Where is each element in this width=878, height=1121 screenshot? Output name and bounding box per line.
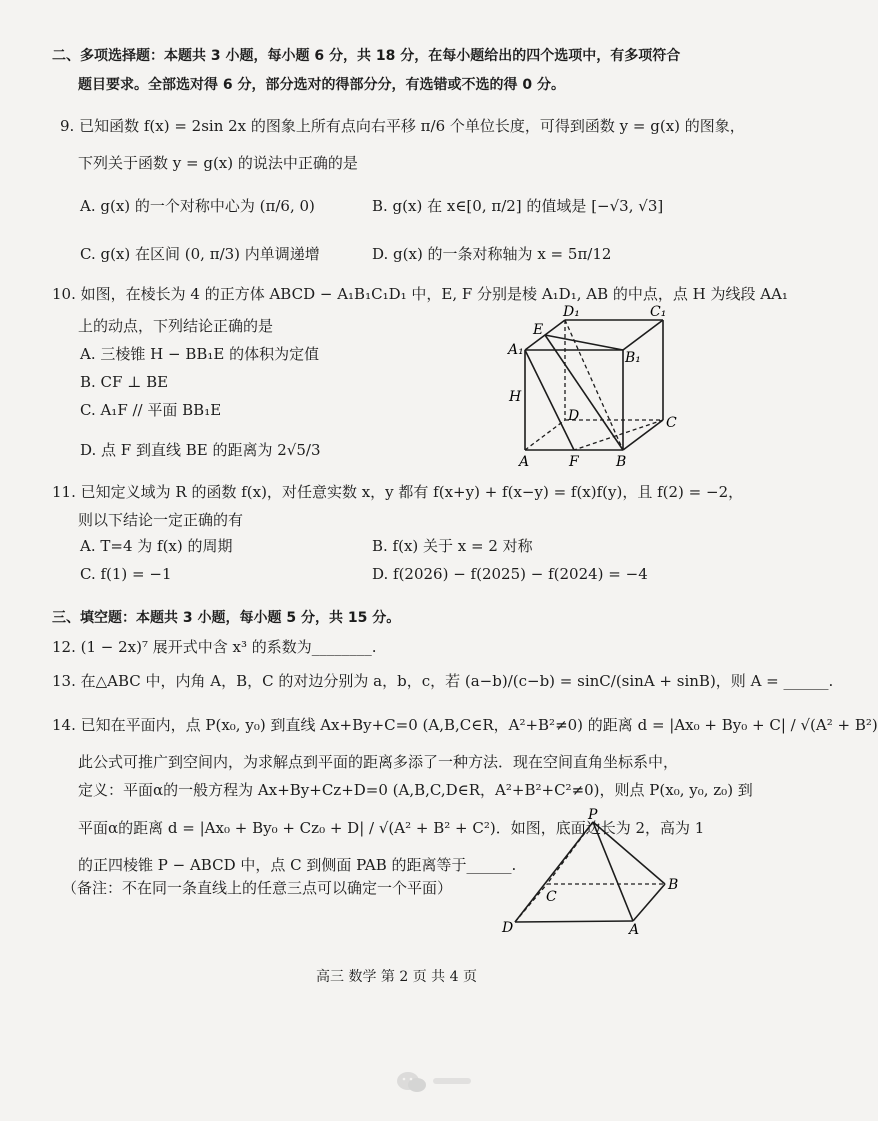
q11-option-b: B. f(x) 关于 x = 2 对称 bbox=[372, 537, 533, 555]
edge-b1-c1 bbox=[623, 320, 663, 350]
label-h: H bbox=[509, 389, 522, 405]
edge-p-a bbox=[593, 822, 633, 921]
q10-stem-line2: 上的动点，下列结论正确的是 bbox=[78, 317, 274, 335]
q14-note: （备注：不在同一条直线上的任意三点可以确定一个平面） bbox=[62, 879, 453, 897]
section-3-header: 三、填空题：本题共 3 小题，每小题 5 分，共 15 分。 bbox=[52, 610, 401, 626]
label-f: F bbox=[569, 454, 579, 470]
label-a: A bbox=[629, 922, 640, 938]
label-b: B bbox=[616, 454, 627, 470]
segment-e-b1 bbox=[545, 335, 623, 350]
hidden-edge-d-c bbox=[515, 884, 547, 922]
label-p: P bbox=[588, 807, 598, 823]
q14-stem-line4: 平面α的距离 d = |Ax₀ + By₀ + Cz₀ + D| / √(A² + B² + C²)．如图，底面边长为 2，高为 1 bbox=[78, 819, 705, 837]
hidden-segment-d1-b bbox=[565, 320, 623, 450]
label-c1: C₁ bbox=[650, 304, 667, 320]
q14-stem-line3: 定义：平面α的一般方程为 Ax+By+Cz+D=0 (A,B,C,D∈R，A²+B²+C²≠0)，则点 P(x₀, y₀, z₀) 到 bbox=[78, 781, 753, 799]
label-c: C bbox=[666, 415, 677, 431]
q9-stem-line2: 下列关于函数 y = g(x) 的说法中正确的是 bbox=[78, 154, 358, 172]
edge-d-a bbox=[515, 921, 633, 922]
q12-stem: 12. (1 − 2x)⁷ 展开式中含 x³ 的系数为________. bbox=[52, 638, 377, 656]
q14-stem-line5: 的正四棱锥 P − ABCD 中，点 C 到侧面 PAB 的距离等于______. bbox=[78, 856, 517, 874]
edge-a-b bbox=[633, 884, 665, 921]
q11-option-a: A. T=4 为 f(x) 的周期 bbox=[80, 537, 233, 555]
q11-stem-line2: 则以下结论一定正确的有 bbox=[78, 511, 244, 529]
q13-stem: 13. 在△ABC 中，内角 A，B，C 的对边分别为 a，b，c，若 (a−b)/(c−b) = sinC/(sinA + sinB)，则 A = ______. bbox=[52, 672, 834, 690]
cube-figure bbox=[500, 300, 690, 470]
q10-option-b: B. CF ⊥ BE bbox=[80, 373, 169, 391]
label-d: D bbox=[568, 408, 580, 424]
label-c: C bbox=[546, 889, 557, 905]
segment-a1-f bbox=[525, 350, 574, 450]
q9-option-c: C. g(x) 在区间 (0, π/3) 内单调递增 bbox=[80, 245, 320, 263]
q14-stem-line2: 此公式可推广到空间内，为求解点到平面的距离多添了一种方法．现在空间直角坐标系中， bbox=[78, 753, 679, 771]
q11-stem-line1: 11. 已知定义域为 R 的函数 f(x)，对任意实数 x，y 都有 f(x+y) + f(x−y) = f(x)f(y)，且 f(2) = −2， bbox=[52, 483, 744, 501]
segment-e-b bbox=[545, 335, 623, 450]
hidden-edge-a-d bbox=[525, 420, 565, 450]
edge-p-d bbox=[515, 822, 593, 922]
page-footer: 高三 数学 第 2 页 共 4 页 bbox=[316, 969, 477, 985]
q9-stem-line1: 9. 已知函数 f(x) = 2sin 2x 的图象上所有点向右平移 π/6 个单位长度，可得到函数 y = g(x) 的图象， bbox=[60, 117, 745, 135]
label-a1: A₁ bbox=[508, 342, 524, 358]
q11-option-c: C. f(1) = −1 bbox=[80, 565, 172, 583]
q10-option-a: A. 三棱锥 H − BB₁E 的体积为定值 bbox=[80, 345, 320, 363]
label-b1: B₁ bbox=[625, 350, 641, 366]
label-b: B bbox=[668, 877, 679, 893]
q9-option-b: B. g(x) 在 x∈[0, π/2] 的值域是 [−√3, √3] bbox=[372, 197, 664, 215]
label-e: E bbox=[533, 322, 544, 338]
q11-option-d: D. f(2026) − f(2025) − f(2024) = −4 bbox=[372, 565, 648, 583]
hidden-segment-c-f bbox=[574, 420, 663, 450]
edge-b-c bbox=[623, 420, 663, 450]
section-2-header-line2: 题目要求。全部选对得 6 分，部分选对的得部分分，有选错或不选的得 0 分。 bbox=[78, 77, 565, 93]
q10-option-d: D. 点 F 到直线 BE 的距离为 2√5/3 bbox=[80, 441, 321, 459]
q14-stem-line1: 14. 已知在平面内，点 P(x₀, y₀) 到直线 Ax+By+C=0 (A,B,C∈R，A²+B²≠0) 的距离 d = |Ax₀ + By₀ + C| / √(A² + B²) bbox=[52, 716, 878, 734]
label-d1: D₁ bbox=[563, 304, 580, 320]
pyramid-figure bbox=[495, 808, 695, 938]
q10-option-c: C. A₁F // 平面 BB₁E bbox=[80, 401, 222, 419]
label-a: A bbox=[519, 454, 530, 470]
wechat-watermark-icon bbox=[395, 1068, 475, 1096]
edge-p-b bbox=[593, 822, 665, 884]
label-d: D bbox=[502, 920, 514, 936]
q9-option-d: D. g(x) 的一条对称轴为 x = 5π/12 bbox=[372, 245, 612, 263]
q9-option-a: A. g(x) 的一个对称中心为 (π/6, 0) bbox=[80, 197, 315, 215]
section-2-header-line1: 二、多项选择题：本题共 3 小题，每小题 6 分，共 18 分，在每小题给出的四个选项中，有多项符合 bbox=[52, 48, 681, 64]
q10-stem-line1: 10. 如图，在棱长为 4 的正方体 ABCD − A₁B₁C₁D₁ 中，E, F 分别是棱 A₁D₁, AB 的中点，点 H 为线段 AA₁ bbox=[52, 285, 788, 303]
